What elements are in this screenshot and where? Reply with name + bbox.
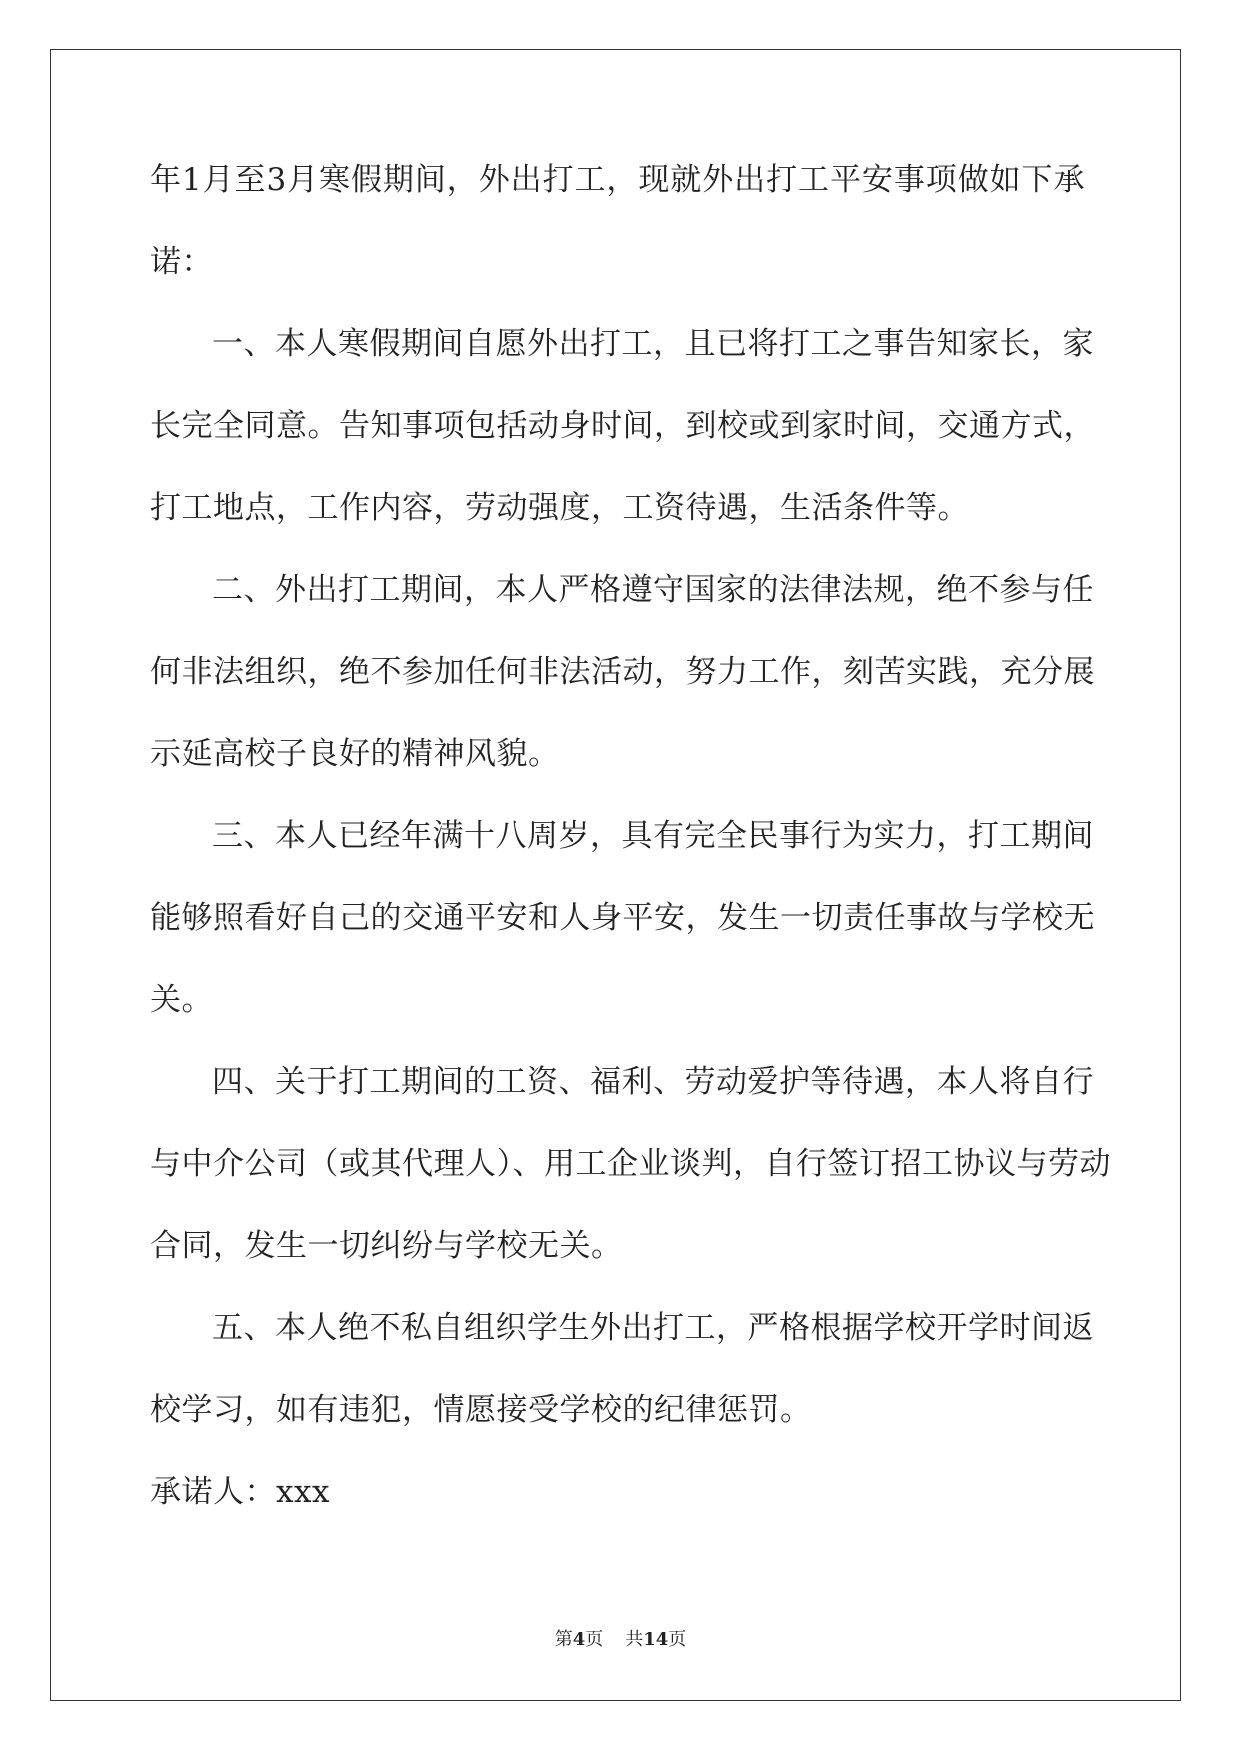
clause-4-line: 与中介公司（或其代理人）、用工企业谈判，自行签订招工协议与劳动: [150, 1146, 1111, 1182]
clause-5-line: 五、本人绝不私自组织学生外出打工，严格根据学校开学时间返: [212, 1310, 1094, 1346]
clause-5-line: 校学习，如有违犯，情愿接受学校的纪律惩罚。: [150, 1392, 812, 1428]
clause-2-line: 何非法组织，绝不参加任何非法活动，努力工作，刻苦实践，充分展: [150, 654, 1095, 690]
clause-3-line: 三、本人已经年满十八周岁，具有完全民事行为实力，打工期间: [212, 818, 1094, 854]
paragraph-line: 诺：: [150, 244, 213, 280]
clause-2-line: 二、外出打工期间，本人严格遵守国家的法律法规，绝不参与任: [212, 572, 1094, 608]
clause-3-line: 关。: [150, 982, 213, 1018]
total-prefix: 共: [625, 1629, 644, 1650]
clause-1-line: 长完全同意。告知事项包括动身时间，到校或到家时间，交通方式，: [150, 408, 1095, 444]
page-prefix: 第: [554, 1629, 573, 1650]
total-suffix: 页: [668, 1629, 687, 1650]
document-body: [150, 160, 1111, 1512]
signature-line: 承诺人：xxx: [150, 1474, 330, 1510]
paragraph-line: 年1月至3月寒假期间，外出打工，现就外出打工平安事项做如下承: [150, 162, 1085, 198]
page-footer: [0, 1625, 1241, 1651]
clause-1-line: 打工地点，工作内容，劳动强度，工资待遇，生活条件等。: [150, 490, 969, 526]
total-pages: 14: [643, 1629, 669, 1650]
clause-4-line: 合同，发生一切纠纷与学校无关。: [150, 1228, 623, 1264]
clause-4-line: 四、关于打工期间的工资、福利、劳动爱护等待遇，本人将自行: [212, 1064, 1094, 1100]
page-suffix: 页: [585, 1629, 604, 1650]
page-number: 4: [572, 1629, 586, 1650]
clause-1-line: 一、本人寒假期间自愿外出打工，且已将打工之事告知家长，家: [212, 326, 1094, 362]
clause-2-line: 示延高校子良好的精神风貌。: [150, 736, 560, 772]
clause-3-line: 能够照看好自己的交通平安和人身平安，发生一切责任事故与学校无: [150, 900, 1095, 936]
